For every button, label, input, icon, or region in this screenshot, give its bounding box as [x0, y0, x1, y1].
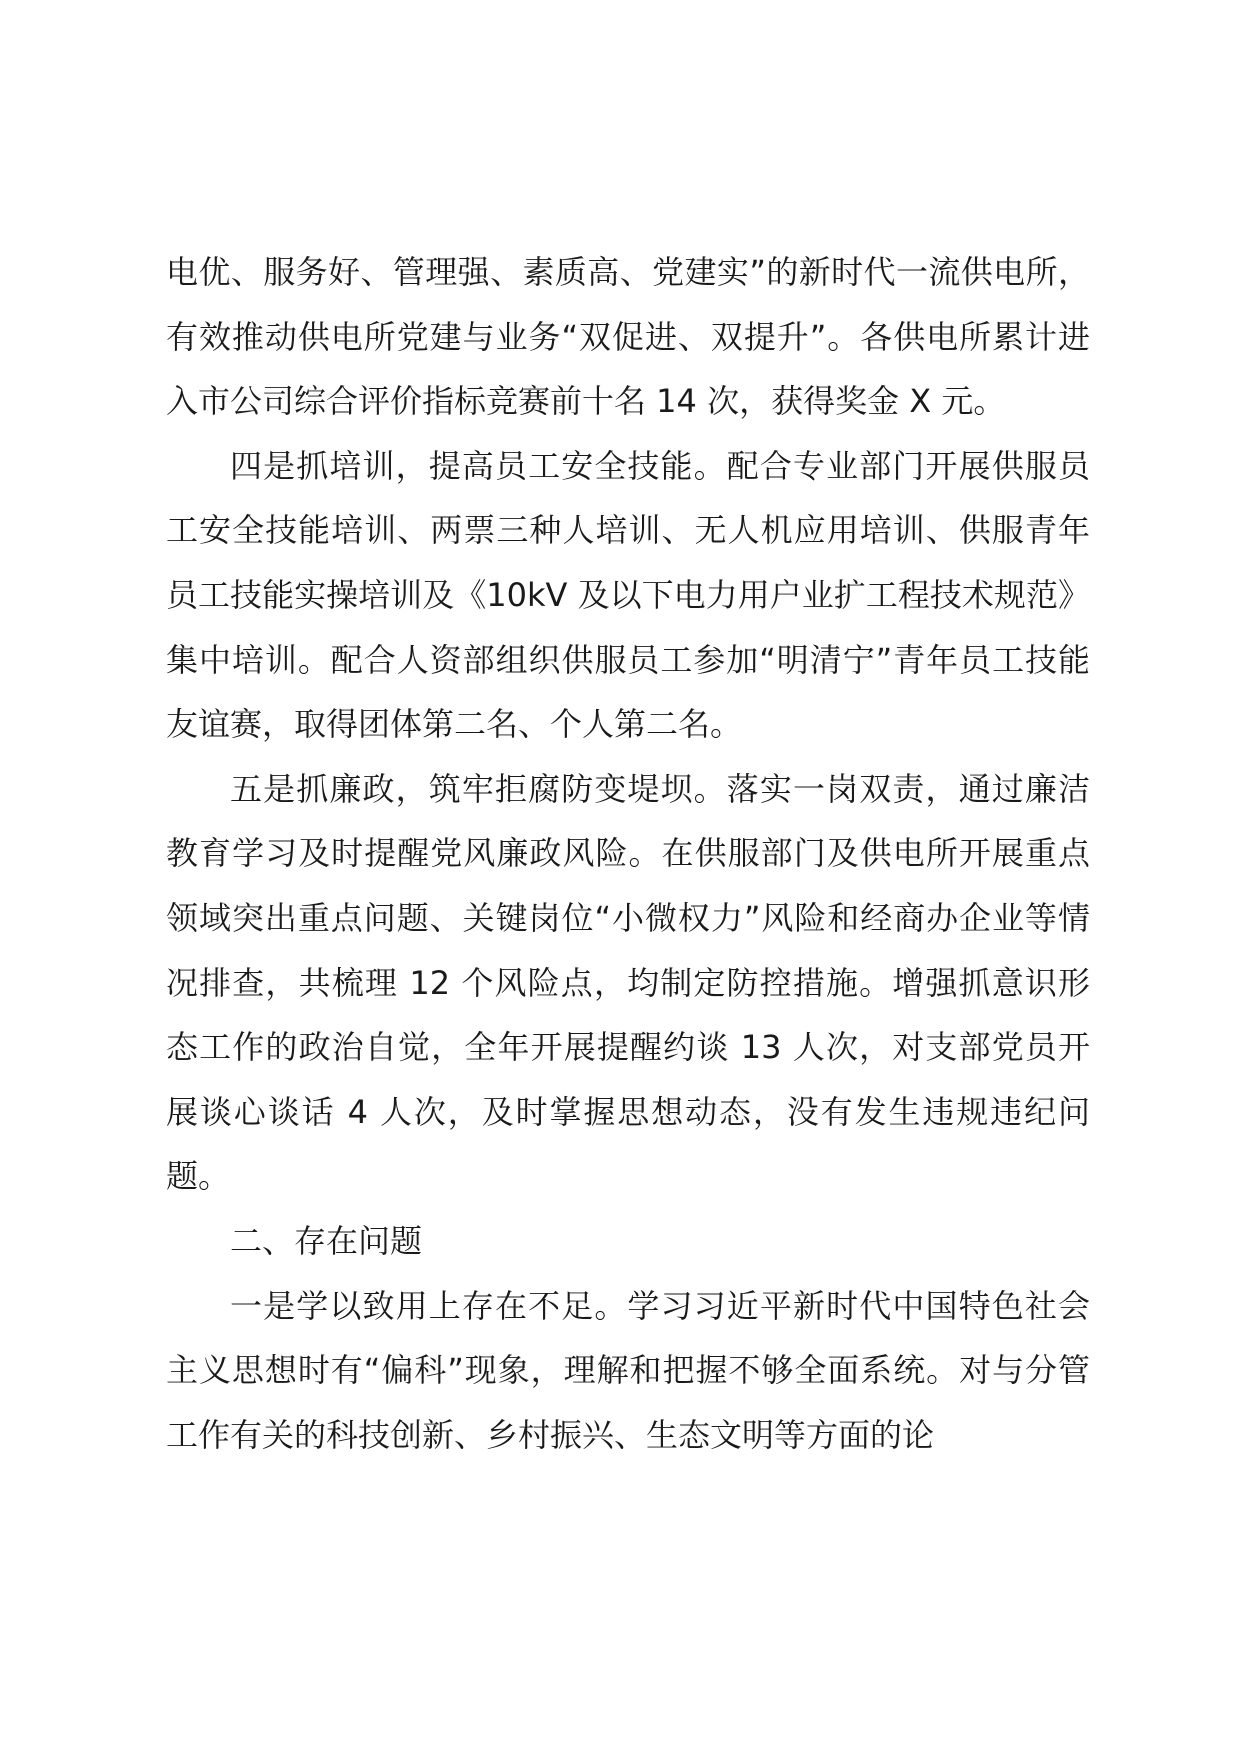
- paragraph-problem-one: 一是学以致用上存在不足。学习习近平新时代中国特色社会主义思想时有“偏科”现象，理解和把握不够全面系统。对与分管工作有关的科技创新、乡村振兴、生态文明等方面的论: [166, 1286, 1090, 1454]
- paragraph-continuation: 电优、服务好、管理强、素质高、党建实”的新时代一流供电所，有效推动供电所党建与业务“双促进、双提升”。各供电所累计进入市公司综合评价指标竞赛前十名 14 次，获得奖金 X 元。: [166, 253, 1090, 421]
- paragraph-integrity: 五是抓廉政，筑牢拒腐防变堤坝。落实一岗双责，通过廉洁教育学习及时提醒党风廉政风险。在供服部门及供电所开展重点领域突出重点问题、关键岗位“小微权力”风险和经商办企业等情况排查，共梳理 12 个风险点，均制定防控措施。增强抓意识形态工作的政治自觉，全年开展提醒约谈 13 人次，对支部党员开展谈心谈话 4 人次，及时掌握思想动态，没有发生违规违纪问题。: [166, 769, 1090, 1196]
- section-heading-problems: 二、存在问题: [230, 1221, 423, 1260]
- paragraph-training: 四是抓培训，提高员工安全技能。配合专业部门开展供服员工安全技能培训、两票三种人培训、无人机应用培训、供服青年员工技能实操培训及《10kV 及以下电力用户业扩工程技术规范》集中培训。配合人资部组织供服员工参加“明清宁”青年员工技能友谊赛，取得团体第二名、个人第二名。: [166, 446, 1090, 744]
- document-body: [166, 240, 1090, 1467]
